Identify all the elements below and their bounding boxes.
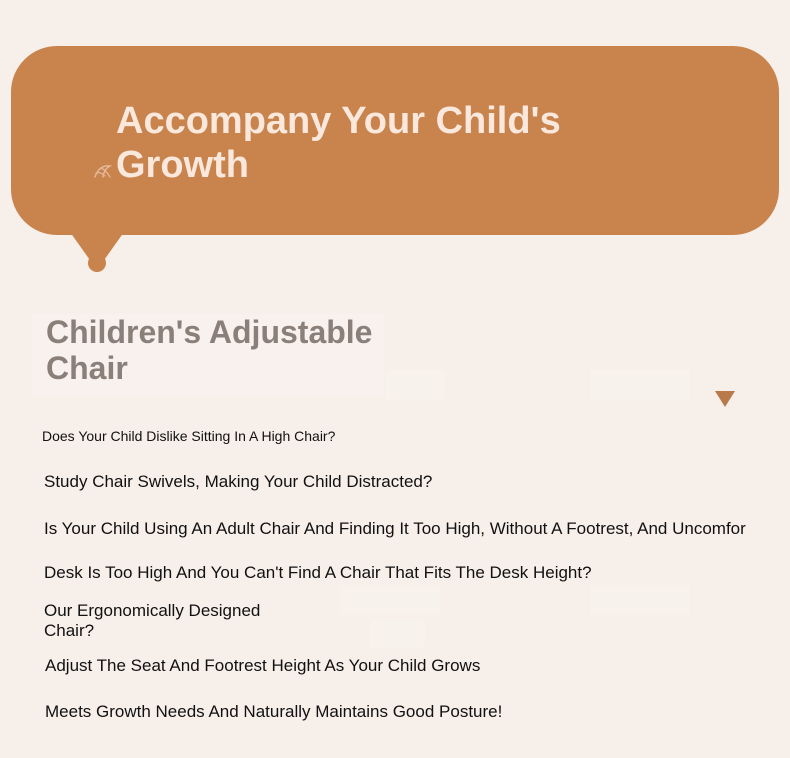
background-ghost-panel-3 [340,585,440,615]
question-line-4: Desk Is Too High And You Can't Find A Chair That Fits The Desk Height? [44,563,592,582]
logo-icon [92,159,116,183]
question-line-1: Does Your Child Dislike Sitting In A High Chair? [42,428,336,444]
background-ghost-panel-1 [385,370,445,400]
question-line-5: Our Ergonomically Designed Chair? [44,601,261,640]
background-ghost-panel-4 [590,585,690,615]
benefit-line-1: Adjust The Seat And Footrest Height As Your Child Grows [45,656,481,675]
question-line-2: Study Chair Swivels, Making Your Child Distracted? [44,472,433,491]
hero-title: Accompany Your Child's Growth [116,100,561,186]
chevron-down-icon[interactable] [715,391,735,407]
section-title: Children's Adjustable Chair [46,314,373,386]
benefit-line-2: Meets Growth Needs And Naturally Maintains Good Posture! [45,702,503,721]
background-ghost-panel-5 [370,620,425,648]
question-line-3: Is Your Child Using An Adult Chair And Finding It Too High, Without A Footrest, And Uncomfor [44,519,746,538]
hero-banner-tail-tip [88,254,106,272]
background-ghost-panel-2 [590,370,690,400]
